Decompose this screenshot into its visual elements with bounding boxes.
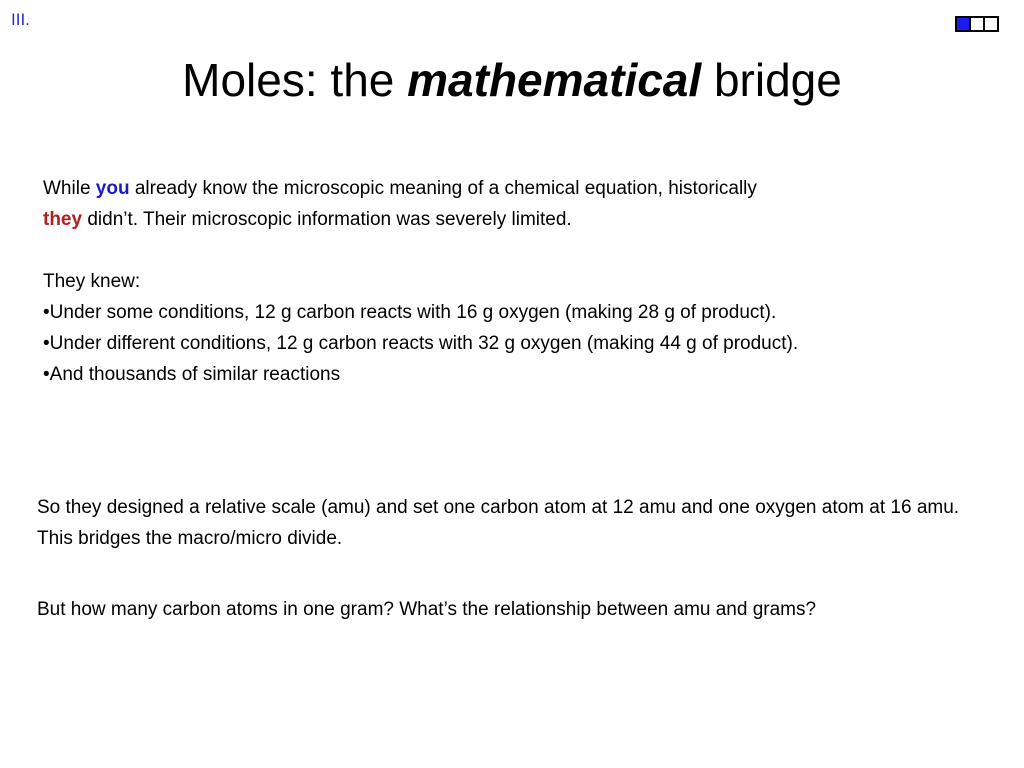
intro-after-you: already know the microscopic meaning of a chemical equation, historically (129, 178, 757, 199)
intro-line-2 (43, 204, 993, 235)
keyword-they: they (43, 209, 83, 230)
progress-box (983, 16, 999, 32)
title-prefix: Moles: the (182, 54, 408, 106)
question-paragraph: But how many carbon atoms in one gram? What’s the relationship between amu and grams? (37, 599, 817, 620)
title-emphasis: mathematical (407, 54, 702, 106)
intro-after-they: didn’t. Their microscopic information was severely limited. (82, 209, 572, 230)
section-marker: III. (11, 10, 30, 29)
slide-title (0, 50, 1024, 110)
keyword-you: you (95, 178, 130, 199)
knew-bullet: •Under different conditions, 12 g carbon reacts with 32 g oxygen (making 44 g of product). (43, 333, 799, 354)
progress-indicator (955, 16, 999, 32)
knew-heading: They knew: (43, 271, 141, 292)
spacer (43, 235, 993, 266)
knew-bullet: •Under some conditions, 12 g carbon reacts with 16 g oxygen (making 28 g of product). (43, 302, 777, 323)
intro-while: While (43, 178, 96, 199)
knew-bullet: •And thousands of similar reactions (43, 364, 341, 385)
intro-line-1 (43, 173, 993, 204)
intro-paragraph (43, 173, 993, 390)
title-suffix: bridge (701, 54, 842, 106)
scale-paragraph: So they designed a relative scale (amu) and set one carbon atom at 12 amu and one oxygen atom at 16 amu. This bridges the macro/micro divide. (37, 497, 960, 549)
